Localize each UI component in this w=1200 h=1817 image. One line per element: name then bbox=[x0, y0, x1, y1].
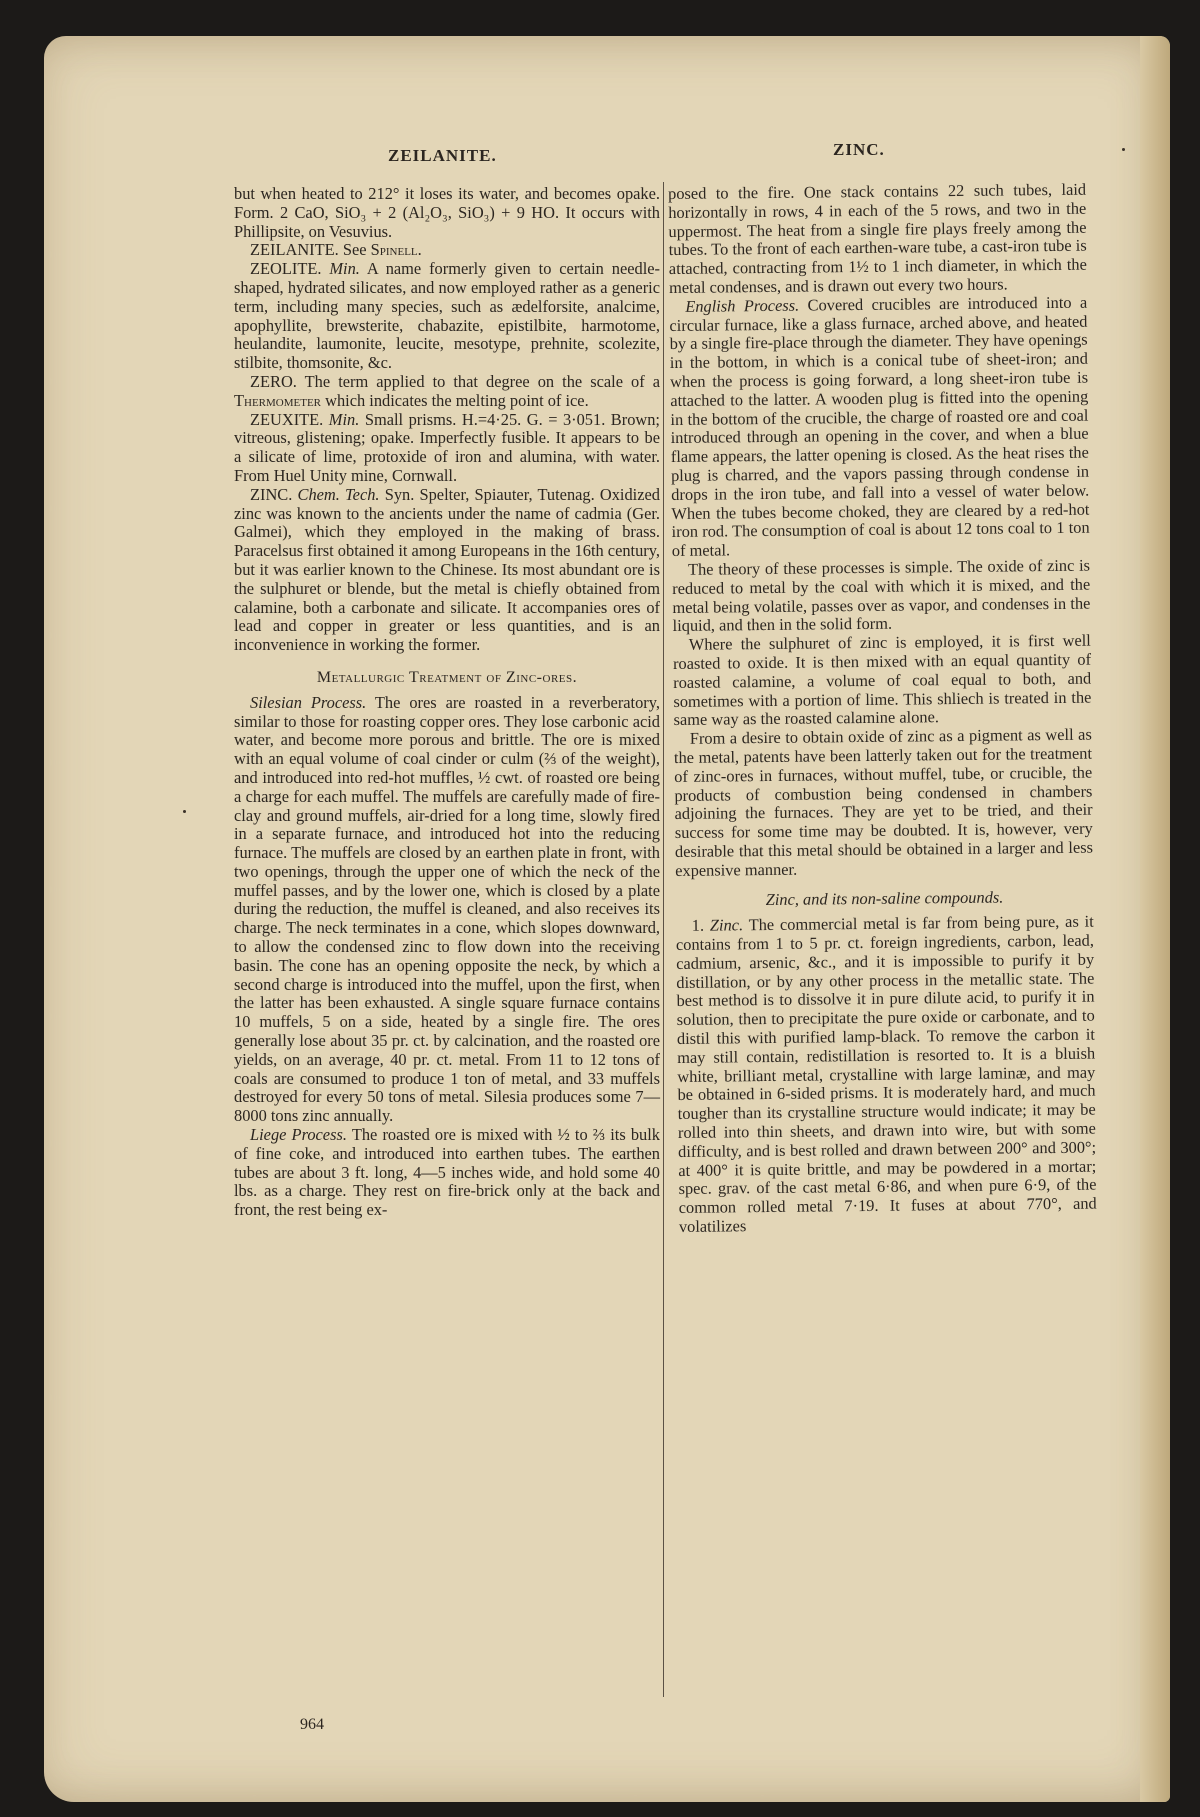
column-rule bbox=[663, 182, 664, 1697]
process-text: The ores are roasted in a reverberatory, similar to those for roasting copper ores. They lose carbonic acid water, and become more porous and brittle. The ore is mixed with an equal volume of coal cinder or culm (⅔ of the weight), and introduced into red-hot muffles, ½ cwt. of roasted ore being a charge for each muffel. The muffels are carefully made of fire-clay and ground muffels, air-dried for a long time, slowly fired in a separate furnace, and introduced hot into the reducing furnace. The muffels are closed by an earthen plate in front, with two openings, through the upper one of which the neck of the muffel passes, and by the lower one, which is closed by a plate during the reduction, the muffel is cleaned, and also receives its charge. The neck terminates in a cone, which slopes downward, to allow the condensed zinc to flow down into the receiving basin. The cone has an opening opposite the neck, by which a second charge is introduced into the muffel, upon the first, when the latter has been exhausted. A single square furnace contains 10 muffels, 5 on a side, heated by a single fire. The ores generally lose about 35 pr. ct. by calcination, and the roasted ore yields, on an average, 40 pr. ct. metal. From 11 to 12 tons of coals are consumed to produce 1 ton of metal, and 33 muffels destroyed for every 50 tons of metal. Silesia produces some 7—8000 tons zinc annually. bbox=[234, 692, 660, 1126]
entry-term: ZINC. bbox=[250, 484, 293, 504]
cross-reference: Spinell. bbox=[370, 240, 422, 260]
process-text: The roasted ore is mixed with ½ to ⅔ its bulk of fine coke, and introduced into earthen tubes. The earthen tubes are about 3 ft. long, 4—5 inches wide, and hold some 40 lbs. as a charge. They rest on fire-brick only at the back and front, the rest being ex- bbox=[234, 1125, 660, 1220]
left-running-head: ZEILANITE. bbox=[388, 146, 497, 165]
entry-text: which indicates the melting point of ice. bbox=[325, 390, 589, 410]
ink-speck bbox=[183, 810, 186, 813]
entry-term: ZERO. bbox=[250, 371, 297, 391]
entry-text: A name formerly given to certain needle-shaped, hydrated silicates, and now employed rather as a generic term, including many species, such as ædelforsite, analcime, apophyllite, brewsterite, chabazite, epistilbite, harmotome, heulandite, laumonite, leucite, mesotype, prehnite, scolezite, stilbite, thomsonite, &c. bbox=[234, 259, 660, 373]
entry-label: Zinc. bbox=[709, 915, 744, 935]
silesian-process bbox=[234, 694, 660, 1126]
english-process bbox=[669, 293, 1090, 561]
paragraph-sulphuret: Where the sulphuret of zinc is employed, it is first well roasted to oxide. It is then mixed with an equal quantity of roasted calamine, a volume of coal equal to both, and sometimes with a portion of lime. This shliech is treated in the same way as the roasted calamine alone. bbox=[672, 630, 1092, 730]
process-label: Silesian Process. bbox=[250, 692, 367, 712]
section-heading: Zinc, and its non-saline compounds. bbox=[765, 888, 1004, 910]
entry-text: Syn. Spelter, Spiauter, Tutenag. Oxidized zinc was known to the ancients under the name of cadmia (Ger. Galmei), which they employed in the making of brass. Paracelsus first obtained it among Europeans in the 16th century, but it was earlier known to the Chinese. Its most abundant ore is the sulphuret or blende, but the metal is chiefly obtained from calamine, both a carbonate and silicate. It accompanies ores of lead and copper in greater or less quantities, and is an inconvenience in working the former. bbox=[234, 484, 660, 655]
entry-label: Min. bbox=[329, 259, 360, 279]
entry-zero bbox=[234, 373, 660, 411]
entry-text: The commercial metal is far from being pure, as it contains from 1 to 5 pr. ct. foreign ingredients, carbon, lead, cadmium, arsenic, &c., and it is impossible to purify it by distillation, or by any other process in the metallic state. The best method is to dissolve it in pure dilute acid, to purify it in solution, then to precipitate the pure oxide or carbonate, and to distil this with purified lamp-black. To remove the carbon it may still contain, redistillation is resorted to. It is a bluish white, brilliant metal, crystalline with large laminæ, and may be obtained in 6-sided prisms. It is moderately hard, and much tougher than its crystalline structure would indicate; it may be rolled into thin sheets, and drawn into wire, but with some difficulty, and is best rolled and drawn between 200° and 300°; at 400° it is quite brittle, and may be powdered in a mortar; spec. grav. of the cast metal 6·86, and when pure 6·9, of the common rolled metal 7·19. It fuses at about 770°, and volatilizes bbox=[675, 911, 1097, 1236]
entry-zeilanite bbox=[234, 241, 660, 260]
paragraph-continuation: but when heated to 212° it loses its water, and becomes opake. Form. 2 CaO, SiO₃ + 2 (Al₂O₃, SiO₃) + 9 HO. It occurs with Phillipsite, on Vesuvius. bbox=[234, 184, 660, 241]
process-label: Liege Process. bbox=[250, 1125, 347, 1145]
entry-zeuxite bbox=[234, 411, 660, 486]
entry-zinc-metal bbox=[676, 913, 1097, 1237]
cross-reference: Thermometer bbox=[234, 390, 322, 410]
entry-zinc bbox=[234, 486, 660, 655]
process-label: English Process. bbox=[685, 295, 800, 316]
right-running-head: ZINC. bbox=[833, 140, 885, 159]
right-column bbox=[668, 181, 1097, 1237]
process-text: Covered crucibles are introduced into a circular furnace, like a glass furnace, arched above, and heated by a single fire-place through the diameter. They have openings in the bottom, in which is a conical tube of sheet-iron; and when the process is going forward, a long sheet-iron tube is attached to the latter. A wooden plug is fitted into the opening in the bottom of the crucible, the charge of roasted ore and coal introduced through an opening in the cover, and when a blue flame appears, the latter opening is closed. As the heat rises the plug is charred, and the vapors passing through condense in drops in the iron tube, and fall into a vessel of water below. When the tubes become choked, they are cleared by a red-hot iron rod. The consumption of coal is about 12 tons coal to 1 ton of metal. bbox=[669, 292, 1090, 561]
entry-text: See bbox=[342, 240, 367, 260]
left-column bbox=[234, 185, 660, 1220]
entry-zeolite bbox=[234, 260, 660, 373]
entry-text: Small prisms. H.=4·25. G. = 3·051. Brown; vitreous, glistening; opake. Imperfectly fusible. It appears to be a silicate of lime, protoxide of iron and alumina, with water. From Huel Unity mine, Cornwall. bbox=[234, 409, 660, 485]
entry-term: ZEOLITE. bbox=[250, 259, 322, 279]
paragraph-continuation: posed to the fire. One stack contains 22 such tubes, laid horizontally in rows, 4 in each of the 5 rows, and two in the uppermost. The heat from a single fire plays freely among the tubes. To the front of each earthen-ware tube, a cast-iron tube is attached, contracting from 1½ to 1 inch diameter, in which the metal condenses, and is drawn out every two hours. bbox=[667, 179, 1087, 297]
entry-term: ZEUXITE. bbox=[250, 409, 324, 429]
entry-label: Min. bbox=[328, 409, 360, 429]
entry-text: The term applied to that degree on the scale of a bbox=[304, 371, 661, 391]
entry-term: ZEILANITE. bbox=[250, 240, 339, 260]
page-number: 964 bbox=[300, 1716, 324, 1733]
entry-number: 1. bbox=[691, 915, 705, 936]
section-heading: Metallurgic Treatment of Zinc-ores. bbox=[316, 668, 578, 686]
paragraph-theory: The theory of these processes is simple. The oxide of zinc is reduced to metal by the coal with which it is mixed, and the metal being volatile, passes over as vapor, and condenses in the liquid, and then in the solid form. bbox=[672, 555, 1091, 636]
ink-speck bbox=[1122, 148, 1125, 151]
paragraph-pigment: From a desire to obtain oxide of zinc as a pigment as well as the metal, patents have been latterly taken out for the treatment of zinc-ores in furnaces, without muffel, tube, or crucible, the products of combustion being condensed in chambers adjoining the furnaces. They are yet to be tried, and their success for some time may be doubted. It is, however, very desirable that this metal should be obtained in a larger and less expensive manner. bbox=[673, 724, 1094, 880]
page-gutter-shadow bbox=[1140, 36, 1170, 1802]
entry-label: Chem. Tech. bbox=[297, 484, 380, 504]
liege-process bbox=[234, 1126, 660, 1220]
